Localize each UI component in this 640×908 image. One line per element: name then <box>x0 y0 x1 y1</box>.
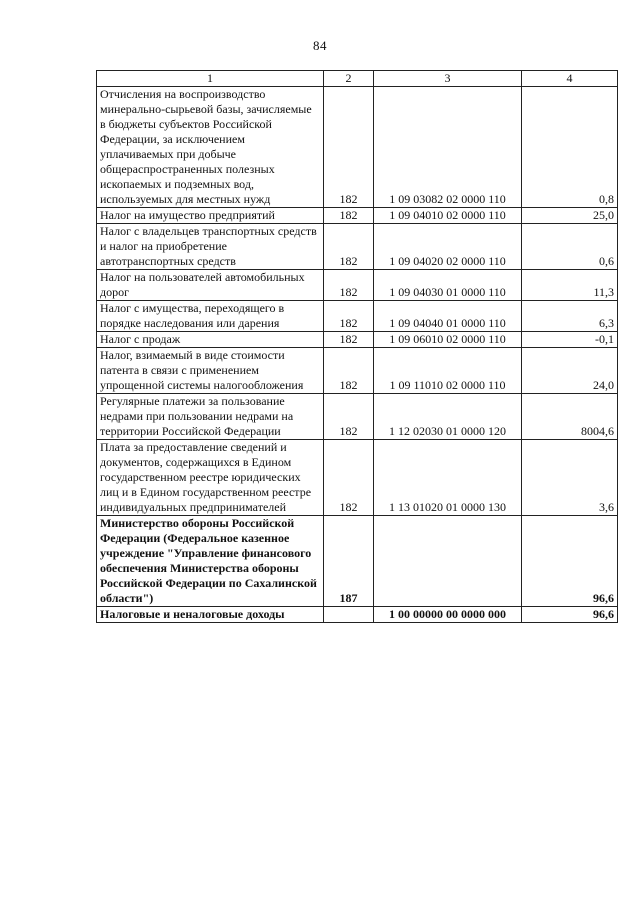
row-amount-cell: 25,0 <box>522 208 618 224</box>
row-admin-code-cell: 182 <box>324 301 374 332</box>
column-header-2: 2 <box>324 71 374 87</box>
column-header-3: 3 <box>374 71 522 87</box>
row-amount-cell: -0,1 <box>522 332 618 348</box>
row-admin-code-cell: 182 <box>324 224 374 270</box>
row-budget-code-cell: 1 12 02030 01 0000 120 <box>374 394 522 440</box>
row-admin-code-cell: 182 <box>324 270 374 301</box>
row-amount-cell: 24,0 <box>522 348 618 394</box>
row-amount-cell: 8004,6 <box>522 394 618 440</box>
row-amount-cell: 11,3 <box>522 270 618 301</box>
table-row <box>97 224 618 270</box>
row-budget-code-cell: 1 09 04010 02 0000 110 <box>374 208 522 224</box>
row-amount-cell: 3,6 <box>522 440 618 516</box>
row-budget-code-cell: 1 09 04040 01 0000 110 <box>374 301 522 332</box>
budget-revenue-table <box>96 70 618 623</box>
table-row <box>97 440 618 516</box>
row-name-cell: Налог с имущества, переходящего в порядке наследования или дарения <box>97 301 324 332</box>
row-admin-code-cell: 182 <box>324 332 374 348</box>
column-header-4: 4 <box>522 71 618 87</box>
row-name-cell: Налоговые и неналоговые доходы <box>97 607 324 623</box>
table-row <box>97 607 618 623</box>
row-name-cell: Налог, взимаемый в виде стоимости патента в связи с применением упрощенной системы налогообложения <box>97 348 324 394</box>
row-name-cell: Налог с владельцев транспортных средств и налог на приобретение автотранспортных средств <box>97 224 324 270</box>
row-admin-code-cell <box>324 607 374 623</box>
table-row <box>97 270 618 301</box>
column-header-1: 1 <box>97 71 324 87</box>
table-row <box>97 87 618 208</box>
table-row <box>97 394 618 440</box>
row-budget-code-cell <box>374 516 522 607</box>
row-amount-cell: 96,6 <box>522 607 618 623</box>
row-amount-cell: 6,3 <box>522 301 618 332</box>
table-row <box>97 301 618 332</box>
row-amount-cell: 0,6 <box>522 224 618 270</box>
row-name-cell: Налог на имущество предприятий <box>97 208 324 224</box>
row-admin-code-cell: 182 <box>324 348 374 394</box>
row-amount-cell: 0,8 <box>522 87 618 208</box>
row-budget-code-cell: 1 09 11010 02 0000 110 <box>374 348 522 394</box>
row-name-cell: Министерство обороны Российской Федерации (Федеральное казенное учреждение "Управление финансового обеспечения Министерства обороны Российской Федерации по Сахалинской области") <box>97 516 324 607</box>
row-name-cell: Регулярные платежи за пользование недрами при пользовании недрами на территории Российской Федерации <box>97 394 324 440</box>
table-row <box>97 516 618 607</box>
row-admin-code-cell: 182 <box>324 87 374 208</box>
table-header-row <box>97 71 618 87</box>
row-name-cell: Налог на пользователей автомобильных дорог <box>97 270 324 301</box>
row-budget-code-cell: 1 09 03082 02 0000 110 <box>374 87 522 208</box>
table-row <box>97 332 618 348</box>
row-name-cell: Плата за предоставление сведений и документов, содержащихся в Едином государственном реестре юридических лиц и в Едином государственном реестре индивидуальных предпринимателей <box>97 440 324 516</box>
row-budget-code-cell: 1 00 00000 00 0000 000 <box>374 607 522 623</box>
table-row <box>97 208 618 224</box>
row-name-cell: Отчисления на воспроизводство минерально-сырьевой базы, зачисляемые в бюджеты субъектов Российской Федерации, за исключением уплачиваемых при добыче общераспространенных полезных ископаемых и подземных вод, используемых для местных нужд <box>97 87 324 208</box>
page-number: 84 <box>313 38 327 53</box>
row-budget-code-cell: 1 09 04030 01 0000 110 <box>374 270 522 301</box>
row-admin-code-cell: 182 <box>324 208 374 224</box>
row-budget-code-cell: 1 09 06010 02 0000 110 <box>374 332 522 348</box>
row-admin-code-cell: 187 <box>324 516 374 607</box>
row-budget-code-cell: 1 13 01020 01 0000 130 <box>374 440 522 516</box>
row-amount-cell: 96,6 <box>522 516 618 607</box>
table-row <box>97 348 618 394</box>
row-budget-code-cell: 1 09 04020 02 0000 110 <box>374 224 522 270</box>
row-admin-code-cell: 182 <box>324 394 374 440</box>
row-admin-code-cell: 182 <box>324 440 374 516</box>
row-name-cell: Налог с продаж <box>97 332 324 348</box>
